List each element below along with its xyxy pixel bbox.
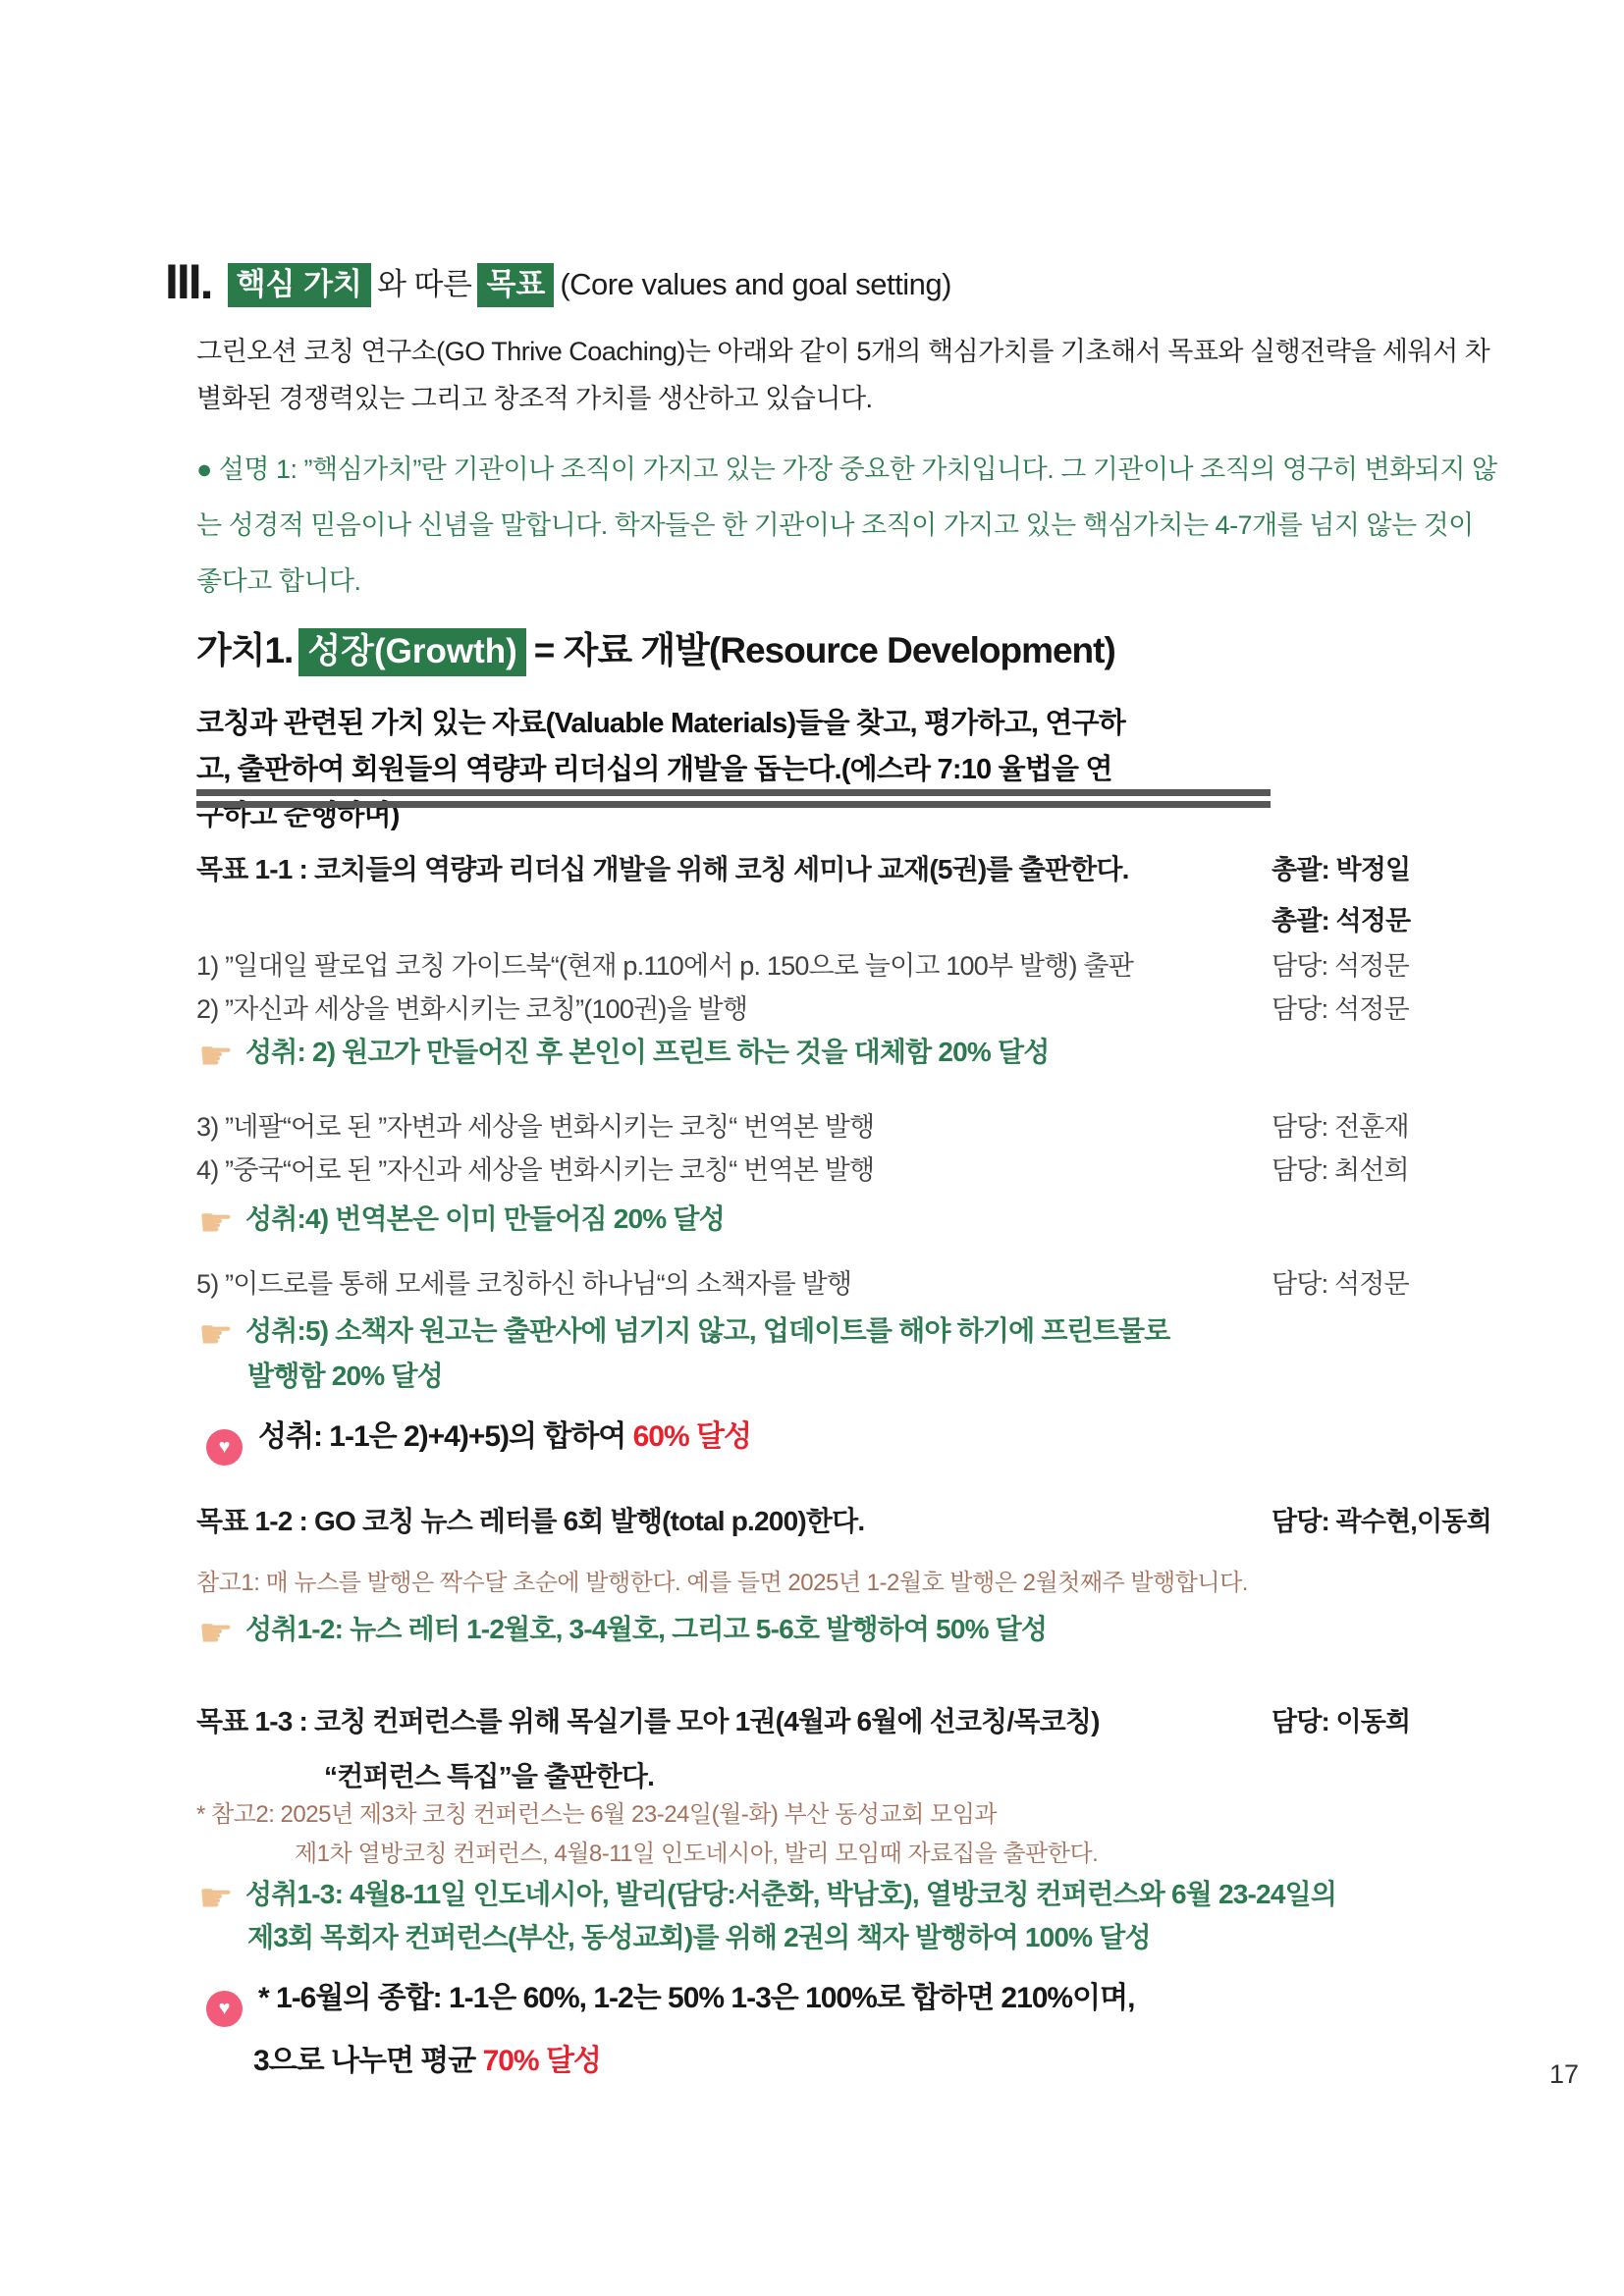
goal-1-1-lead1: 총괄: 박정일 — [1272, 855, 1411, 884]
title-highlight-goal: 목표 — [477, 263, 554, 307]
goal-1-3-heading-line2-row — [324, 1755, 1624, 1794]
title-middle-text: 와 따른 — [376, 267, 472, 301]
explanation-note: ● 설명 1: ”핵심가치”란 기관이나 조직이 가지고 있는 가장 중요한 가치입니다. 그 기관이나 조직의 영구히 변화되지 않는 성경적 믿음이나 신념을 말합니다. 학자들은 한 기관이나 조직이 가지고 있는 핵심가치는 4-7개를 넘지 않는 것이 좋다고 합니다. — [196, 454, 1497, 596]
goal-item-row — [196, 1105, 1532, 1144]
achievement-1-3-line2: 제3회 목회자 컨퍼런스(부산, 동성교회)를 위해 2권의 책자 발행하여 100% 달성 — [247, 1922, 1151, 1952]
goal-1-3-heading-line2: “컨퍼런스 특집”을 출판한다. — [324, 1761, 655, 1791]
pointing-hand-icon: ☛ — [198, 1877, 234, 1920]
goal-item-3-owner: 담당: 전훈재 — [1272, 1112, 1409, 1142]
total-line2-percent: 70% 달성 — [482, 2045, 601, 2077]
goal-item-2-text: 2) ”자신과 세상을 변화시키는 코칭”(100권)을 발행 — [196, 994, 748, 1024]
value1-prefix: 가치1. — [196, 630, 294, 670]
goal-1-3-note-line1: * 참고2: 2025년 제3차 코칭 컨퍼런스는 6월 23-24일(월-화) 부산 동성교회 모임과 — [196, 1801, 998, 1828]
goal-1-3-owner: 담당: 이동희 — [1272, 1707, 1411, 1736]
goal-item-1-owner: 담당: 석정문 — [1272, 951, 1409, 981]
heart-icon: ♥ — [206, 1991, 243, 2027]
pointing-hand-icon: ☛ — [198, 1313, 234, 1357]
achievement-5-line1: 성취:5) 소책자 원고는 출판사에 넘기지 않고, 업데이트를 해야 하기에 프린트물로 — [245, 1315, 1170, 1346]
achievement-5-line2: 발행함 20% 달성 — [247, 1361, 443, 1391]
goal-item-row — [196, 1262, 1532, 1301]
achievement-1-3-row — [198, 1873, 1336, 1921]
achievement-1-2-row — [198, 1608, 1047, 1656]
goal-1-3-row — [196, 1700, 1532, 1739]
value1-heading — [196, 620, 1115, 673]
total-summary-row — [206, 1973, 1134, 2027]
total-line1: * 1-6월의 종합: 1-1은 60%, 1-2는 50% 1-3은 100%로 합하면 210%이며, — [258, 1982, 1135, 2014]
goal-1-1-heading: 목표 1-1 : 코치들의 역량과 리더십 개발을 위해 코칭 세미나 교재(5권)를 출판한다. — [196, 854, 1129, 884]
value1-highlight-growth: 성장(Growth) — [298, 628, 525, 676]
achievement-1-3-line1: 성취1-3: 4월8-11일 인도네시아, 발리(담당:서춘화, 박남호), 열방코칭 컨퍼런스와 6월 23-24일의 — [245, 1879, 1337, 1909]
achievement-2-row — [198, 1031, 1049, 1079]
goal-1-2-note: 참고1: 매 뉴스를 발행은 짝수달 초순에 발행한다. 예를 들면 2025년 1-2월호 발행은 2월첫째주 발행합니다. — [196, 1570, 1248, 1596]
achievement-4-row — [198, 1198, 725, 1246]
heart-icon: ♥ — [206, 1429, 243, 1466]
goal-item-row — [196, 988, 1532, 1026]
goal-1-1-lead2: 총괄: 석정문 — [1272, 906, 1411, 935]
page-title — [165, 253, 951, 310]
goal-1-3-heading-line1: 목표 1-3 : 코칭 컨퍼런스를 위해 목실기를 모아 1권(4월과 6월에 선코칭/목코칭) — [196, 1706, 1100, 1736]
goal-item-5-owner: 담당: 석정문 — [1272, 1269, 1409, 1299]
achievement-2-text: 성취: 2) 원고가 만들어진 후 본인이 프린트 하는 것을 대체함 20% 달성 — [245, 1037, 1050, 1067]
pointing-hand-icon: ☛ — [198, 1035, 234, 1078]
section-numeral: III. — [165, 254, 212, 309]
summary-1-1-percent: 60% 달성 — [632, 1420, 751, 1453]
pointing-hand-icon: ☛ — [198, 1201, 234, 1245]
title-highlight-core-values: 핵심 가치 — [228, 263, 371, 307]
goal-item-2-owner: 담당: 석정문 — [1272, 994, 1409, 1024]
intro-paragraph: 그린오션 코칭 연구소(GO Thrive Coaching)는 아래와 같이 5개의 핵심가치를 기초해서 목표와 실행전략을 세워서 차별화된 경쟁력있는 그리고 창조적 가치를 생산하고 있습니다. — [196, 337, 1490, 413]
goal-item-row — [196, 944, 1532, 983]
value1-description: 코칭과 관련된 가치 있는 자료(Valuable Materials)들을 찾고, 평가하고, 연구하고, 출판하여 회원들의 역량과 리더십의 개발을 돕는다.(에스라 7:10 율법을 연구하고 준행하며) — [196, 708, 1126, 831]
goal-item-row — [196, 1148, 1532, 1187]
goal-1-2-row — [196, 1500, 1532, 1539]
goal-item-3-text: 3) ”네팔“어로 된 ”자변과 세상을 변화시키는 코칭“ 번역본 발행 — [196, 1112, 875, 1142]
total-line2-row — [253, 2036, 601, 2079]
achievement-1-2-text: 성취1-2: 뉴스 레터 1-2월호, 3-4월호, 그리고 5-6호 발행하여 50% 달성 — [245, 1614, 1048, 1644]
goal-1-2-owner: 담당: 곽수현,이동희 — [1272, 1507, 1491, 1536]
achievement-4-text: 성취:4) 번역본은 이미 만들어짐 20% 달성 — [245, 1203, 725, 1234]
pointing-hand-icon: ☛ — [198, 1612, 234, 1655]
goal-item-1-text: 1) ”일대일 팔로업 코칭 가이드북“(현재 p.110에서 p. 150으로 늘이고 100부 발행) 출판 — [196, 951, 1133, 981]
goal-item-5-text: 5) ”이드로를 통해 모세를 코칭하신 하나님“의 소책자를 발행 — [196, 1269, 852, 1299]
double-divider — [196, 789, 1271, 808]
goal-1-1-summary-row — [206, 1412, 751, 1466]
goal-item-4-owner: 담당: 최선희 — [1272, 1155, 1409, 1185]
achievement-5-row — [198, 1309, 1170, 1358]
page-number: 17 — [1549, 2059, 1580, 2089]
total-line2-black: 3으로 나누면 평균 — [253, 2045, 483, 2077]
goal-1-2-heading: 목표 1-2 : GO 코칭 뉴스 레터를 6회 발행(total p.200)한다. — [196, 1506, 865, 1536]
goal-1-3-note-line2: 제1차 열방코칭 컨퍼런스, 4월8-11일 인도네시아, 발리 모임때 자료집을 출판한다. — [295, 1841, 1099, 1867]
title-english-suffix: (Core values and goal setting) — [560, 267, 951, 301]
goal-1-1-row — [196, 848, 1532, 887]
goal-item-4-text: 4) ”중국“어로 된 ”자신과 세상을 변화시키는 코칭“ 번역본 발행 — [196, 1155, 875, 1185]
value1-suffix: = 자료 개발(Resource Development) — [533, 630, 1115, 670]
summary-1-1-text: 성취: 1-1은 2)+4)+5)의 합하여 — [258, 1420, 633, 1453]
